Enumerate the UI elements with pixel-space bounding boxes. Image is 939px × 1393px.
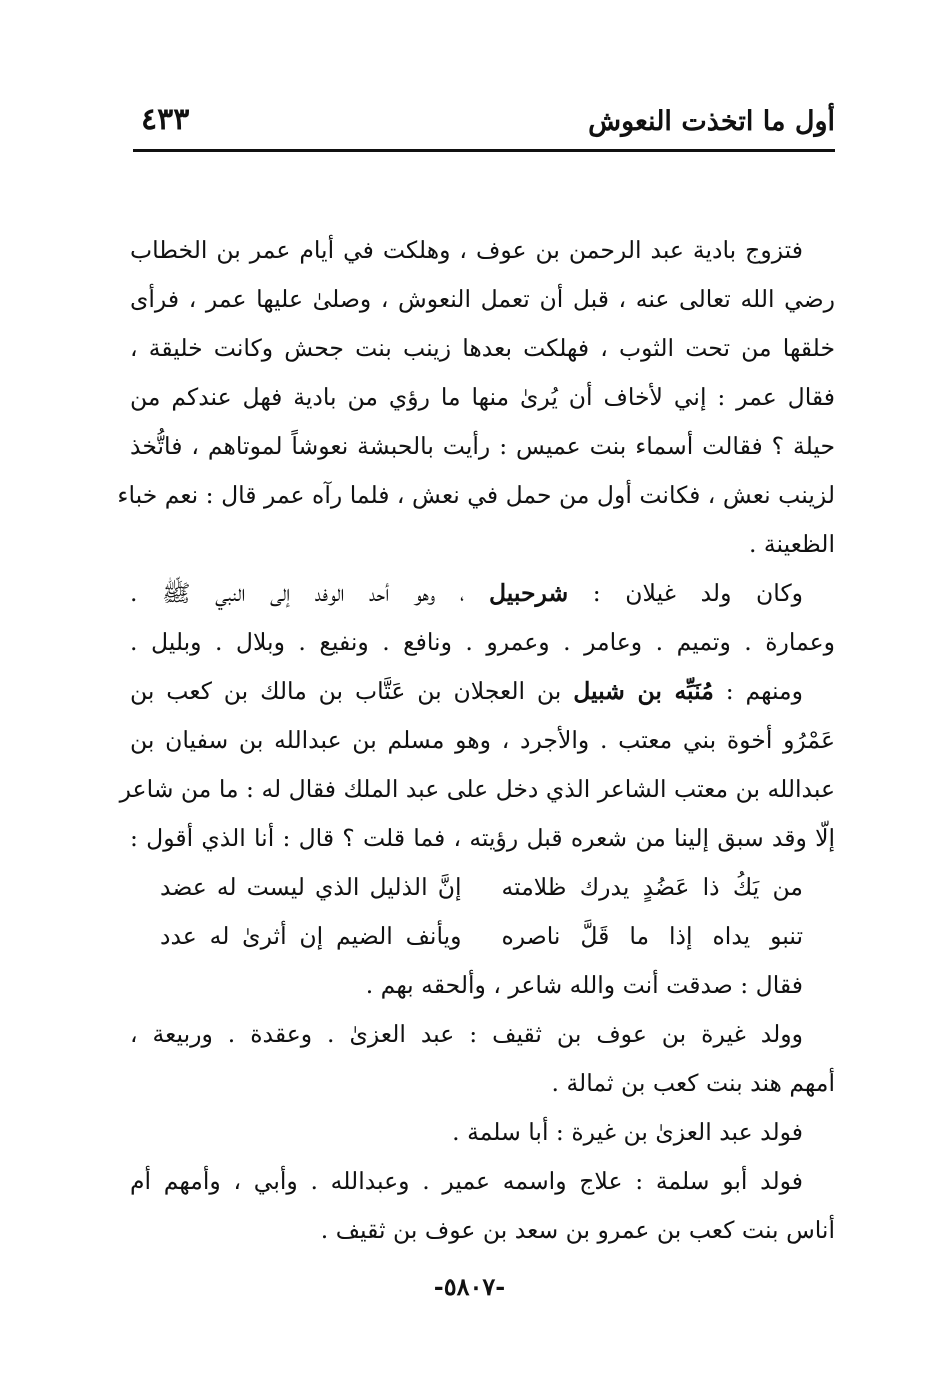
text-line — [130, 569, 835, 618]
text-line: حيلة ؟ فقالت أسماء بنت عميس : رأيت بالحبشة نعوشاً لموتاهم ، فاتُّخذ — [130, 432, 835, 460]
text-fragment: ، وهو أحد الوفد إلى النبي ﷺ . — [130, 579, 489, 607]
text-line: إلّا وقد سبق إلينا من شعره قبل رؤيته ، فما قلت ؟ قال : أنا الذي أقول : — [130, 824, 835, 852]
footer-page-number: -٥٨٠٧- — [433, 1272, 506, 1301]
text-line: الظعينة . — [748, 530, 835, 558]
poem-hemistich: من يَكُ ذا عَضُدٍ يدرك ظلامته — [501, 873, 803, 901]
poem-hemistich: إنَّ الذليل الذي ليست له عضد — [160, 873, 462, 901]
text-line: عَمْرُو أخوة بني معتب . والأجرد ، وهو مسلم بن عبدالله بن سفيان بن — [130, 726, 835, 754]
text-line: فقال : صدقت أنت والله شاعر ، وألحقه بهم . — [365, 971, 803, 999]
text-line — [130, 667, 835, 716]
text-line: عبدالله بن معتب الشاعر الذي دخل على عبد الملك فقال له : ما من شاعر — [119, 775, 835, 803]
text-line: رضي الله تعالى عنه ، قبل أن تعمل النعوش ، وصلىٰ عليها عمر ، فرأى — [130, 285, 835, 313]
text-line: وولد غيرة بن عوف بن ثقيف : عبد العزىٰ . وعقدة . وربيعة ، — [130, 1020, 803, 1048]
main-text — [117, 226, 835, 1255]
text-line: خلقها من تحت الثوب ، فهلكت بعدها زينب بنت جحش وكانت خليقة ، — [130, 334, 835, 362]
person-name: مُنَبِّه بن شبيل — [573, 677, 714, 705]
text-line: أمهم هند بنت كعب بن ثمالة . — [551, 1069, 835, 1097]
text-fragment: ومنهم : — [713, 677, 803, 705]
text-line: لزينب نعش ، فكانت أول من حمل في نعش ، فلما رآه عمر قال : نعم خباء — [117, 481, 835, 509]
hemistich-gap — [462, 863, 502, 912]
page-header — [133, 100, 835, 152]
text-line: فولد أبو سلمة : علاج واسمه عمير . وعبدالله . وأبي ، وأمهم أم — [130, 1167, 803, 1195]
header-rule — [133, 149, 835, 152]
text-line: وعمارة . وتميم . وعامر . وعمرو . ونافع . ونفيع . وبلال . وبليل . — [130, 628, 835, 656]
poem-hemistich: تنبو يداه إذا ما قَلَّ ناصره — [501, 922, 803, 950]
poem-hemistich: ويأنف الضيم إن أثرىٰ له عدد — [160, 922, 462, 950]
poem-verse — [130, 863, 835, 912]
page-number: ٤٣٣ — [141, 102, 190, 137]
text-fragment: وكان ولد غيلان : — [568, 579, 803, 607]
hemistich-gap — [462, 912, 502, 961]
text-line: فتزوج بادية عبد الرحمن بن عوف ، وهلكت في أيام عمر بن الخطاب — [130, 236, 803, 264]
text-line: أناس بنت كعب بن عمرو بن سعد بن عوف بن ثقيف . — [320, 1216, 835, 1244]
text-line: فولد عبد العزىٰ بن غيرة : أبا سلمة . — [452, 1118, 803, 1146]
text-line: فقال عمر : إني لأخاف أن يُرىٰ منها ما رؤي من بادية فهل عندكم من — [130, 383, 835, 411]
text-fragment: بن العجلان بن عَتَّاب بن مالك بن كعب بن — [130, 677, 574, 705]
running-title: أول ما اتخذت النعوش — [588, 106, 835, 137]
person-name: شرحبيل — [488, 579, 569, 607]
poem-verse — [130, 912, 835, 961]
